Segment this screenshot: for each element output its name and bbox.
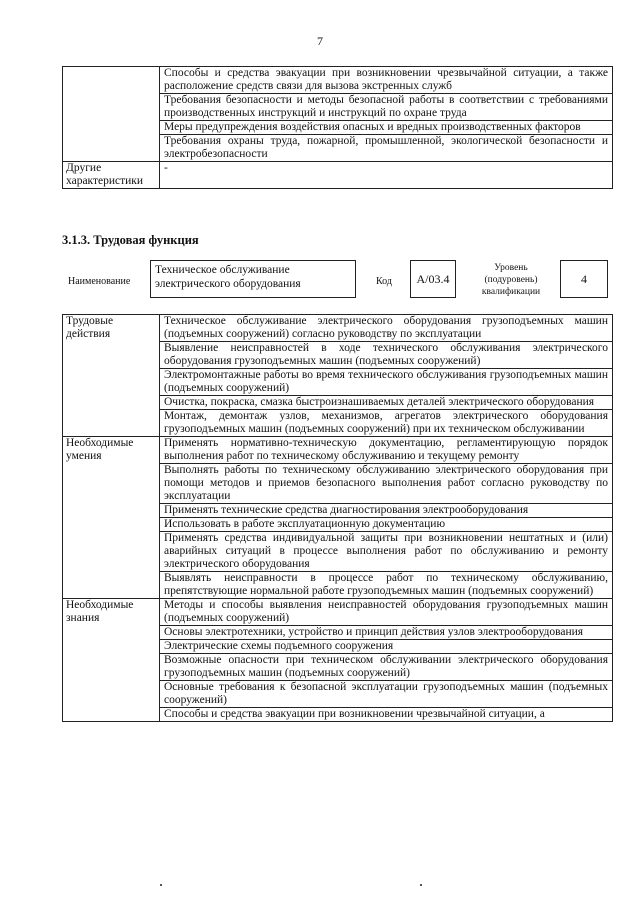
table-row bbox=[63, 437, 613, 464]
table-row bbox=[63, 67, 613, 94]
table-cell: Требования безопасности и методы безопасной работы в соответствии с требованиями производственных инструкций и инструкций по охране труда bbox=[160, 94, 613, 121]
table-cell: Техническое обслуживание электрического оборудования грузоподъемных машин (подъемных сооружений) согласно руководству по эксплуатации bbox=[160, 315, 613, 342]
labor-function-table bbox=[62, 314, 613, 722]
table-cell: Выявлять неисправности в процессе работ по техническому обслуживанию, препятствующие нормальной работе грузоподъемных машин (подъемных сооружений) bbox=[160, 572, 613, 599]
group-label-labor-actions: Трудовые действия bbox=[63, 315, 160, 437]
table-cell: Выявление неисправностей в ходе технического обслуживания электрического оборудования грузоподъемных машин (подъемных сооружений) bbox=[160, 342, 613, 369]
table-cell: Электрические схемы подъемного сооружения bbox=[160, 640, 613, 654]
scan-speck bbox=[160, 884, 162, 886]
table-row bbox=[63, 315, 613, 342]
labor-function-header bbox=[62, 258, 612, 304]
page-number: 7 bbox=[317, 34, 323, 48]
table-cell: Способы и средства эвакуации при возникновении чрезвычайной ситуации, а также расположение средств связи для вызова экстренных служб bbox=[160, 67, 613, 94]
table-cell: Применять технические средства диагностирования электрооборудования bbox=[160, 504, 613, 518]
table-cell: Применять нормативно-техническую документацию, регламентирующую порядок выполнения работ по техническому обслуживанию и текущему ремонту bbox=[160, 437, 613, 464]
top-continuation-table bbox=[62, 66, 613, 189]
table-cell: Использовать в работе эксплуатационную документацию bbox=[160, 518, 613, 532]
table-cell: Монтаж, демонтаж узлов, механизмов, агрегатов электрического оборудования грузоподъемных машин (подъемных сооружений) при их техническом обслуживании bbox=[160, 410, 613, 437]
empty-label-cell bbox=[63, 67, 160, 162]
code-label: Код bbox=[376, 276, 392, 287]
code-value: A/03.4 bbox=[410, 260, 456, 298]
table-cell: Применять средства индивидуальной защиты при возникновении нештатных и (или) аварийных ситуаций в процессе выполнения работ по обслуживанию и ремонту электрического оборудования bbox=[160, 532, 613, 572]
table-cell: Электромонтажные работы во время технического обслуживания грузоподъемных машин (подъемных сооружений) bbox=[160, 369, 613, 396]
qualification-level-label: Уровень (подуровень) квалификации bbox=[481, 263, 541, 297]
table-cell: Основы электротехники, устройство и принцип действия узлов электрооборудования bbox=[160, 626, 613, 640]
group-label-skills: Необходимые умения bbox=[63, 437, 160, 599]
table-cell: Меры предупреждения воздействия опасных и вредных производственных факторов bbox=[160, 121, 613, 135]
other-characteristics-value: - bbox=[160, 162, 613, 189]
name-value: Техническое обслуживание электрического оборудования bbox=[150, 260, 356, 298]
scan-speck bbox=[420, 884, 422, 886]
table-cell: Выполнять работы по техническому обслуживанию электрического оборудования при помощи методов и приемов безопасного выполнения работ согласно руководству по эксплуатации bbox=[160, 464, 613, 504]
table-row bbox=[63, 162, 613, 189]
table-cell: Требования охраны труда, пожарной, промышленной, экологической безопасности и электробезопасности bbox=[160, 135, 613, 162]
name-label: Наименование bbox=[68, 276, 131, 287]
group-label-knowledge: Необходимые знания bbox=[63, 599, 160, 722]
qualification-level-value: 4 bbox=[560, 260, 608, 298]
table-cell: Методы и способы выявления неисправностей оборудования грузоподъемных машин (подъемных сооружений) bbox=[160, 599, 613, 626]
other-characteristics-label: Другие характеристики bbox=[63, 162, 160, 189]
table-cell: Возможные опасности при техническом обслуживании электрического оборудования грузоподъемных машин (подъемных сооружений) bbox=[160, 654, 613, 681]
table-cell: Основные требования к безопасной эксплуатации грузоподъемных машин (подъемных сооружений) bbox=[160, 681, 613, 708]
table-cell: Очистка, покраска, смазка быстроизнашиваемых деталей электрического оборудования bbox=[160, 396, 613, 410]
table-cell: Способы и средства эвакуации при возникновении чрезвычайной ситуации, а bbox=[160, 708, 613, 722]
section-heading: 3.1.3. Трудовая функция bbox=[62, 233, 199, 247]
table-row bbox=[63, 599, 613, 626]
